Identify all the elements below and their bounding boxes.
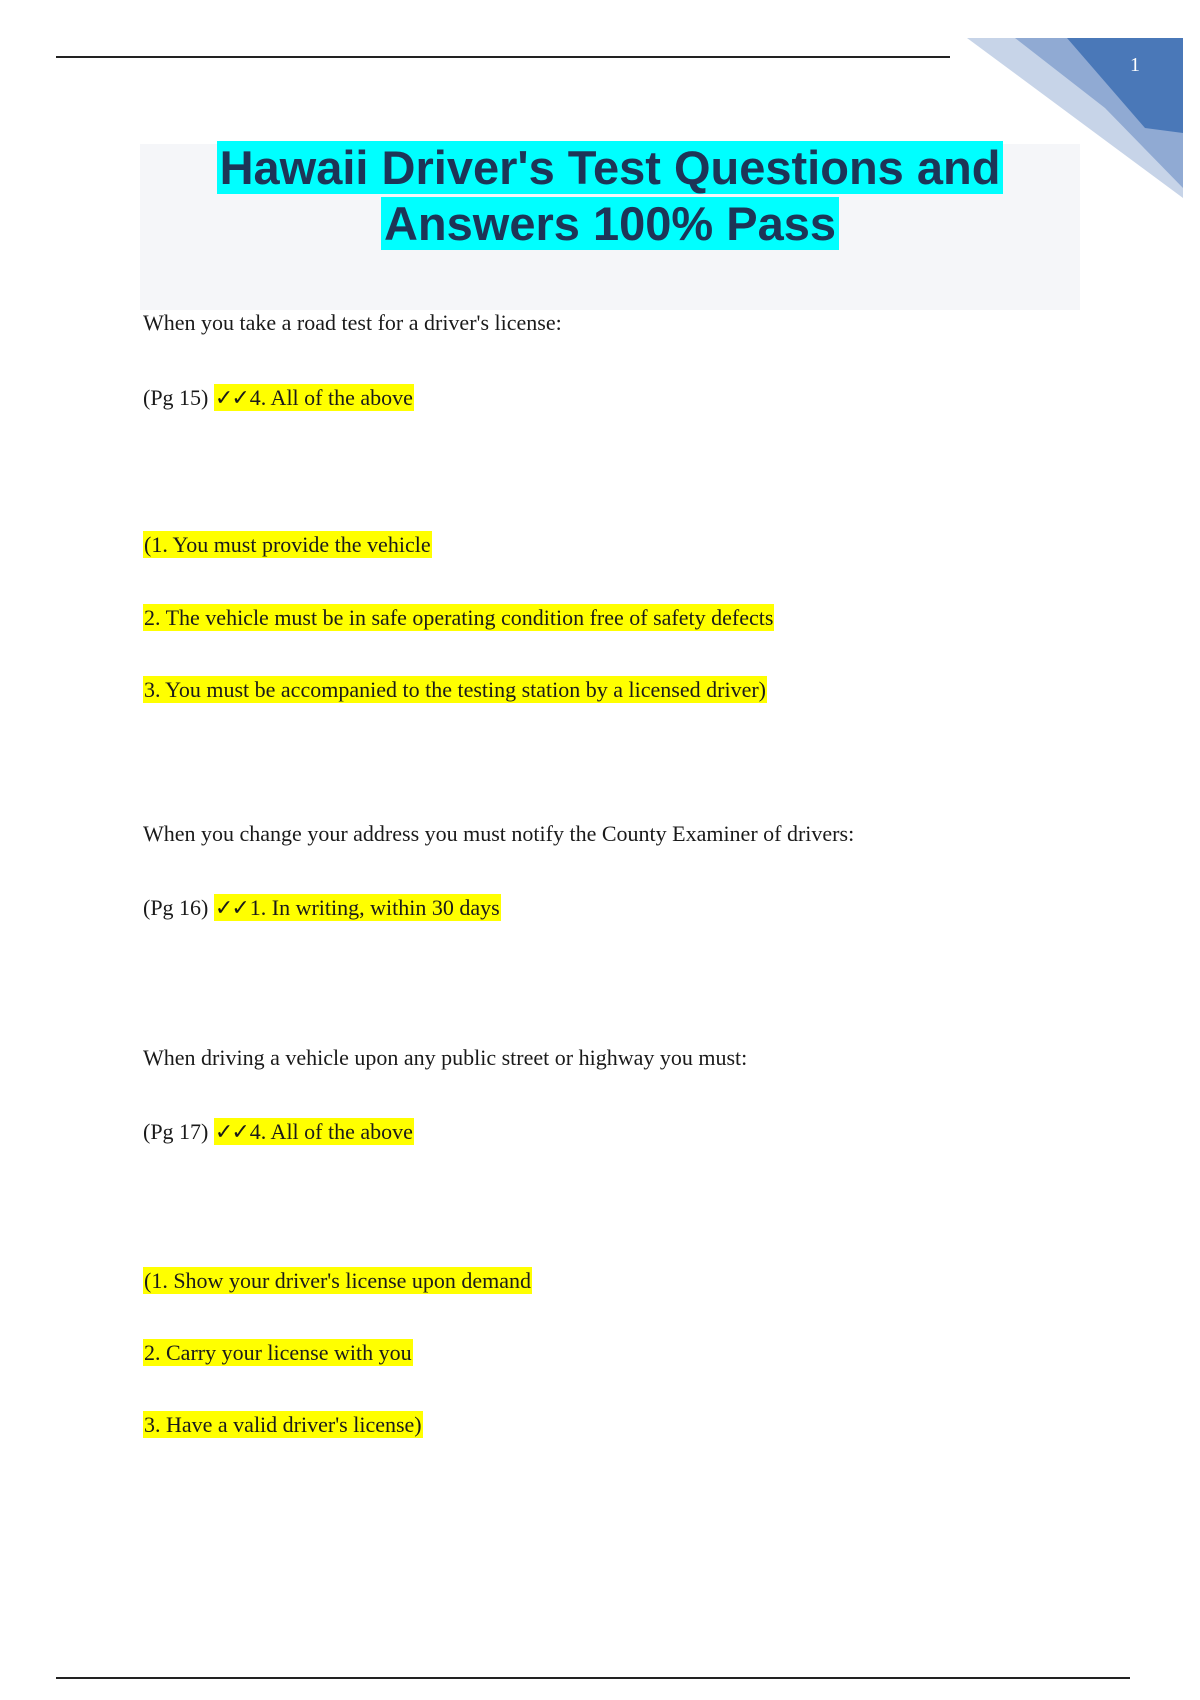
page-ref: (Pg 15)	[143, 385, 214, 410]
answer-highlight	[214, 384, 414, 411]
option-1-3: 3. You must be accompanied to the testing station by a licensed driver)	[144, 677, 766, 702]
answer-highlight	[214, 1118, 414, 1145]
footer-rule	[56, 1677, 1130, 1679]
answer-1	[143, 383, 414, 414]
answer-text: 4. All of the above	[249, 385, 413, 410]
double-check-icon: ✓✓	[214, 1120, 248, 1145]
double-check-icon: ✓✓	[214, 386, 248, 411]
header-rule	[56, 56, 950, 58]
answer-highlight	[214, 894, 501, 921]
double-check-icon: ✓✓	[214, 896, 248, 921]
title-line-2: Answers 100% Pass	[381, 197, 839, 250]
answer-2	[143, 893, 501, 924]
document-title	[140, 140, 1080, 252]
answer-text: 1. In writing, within 30 days	[249, 895, 500, 920]
question-3-text: When driving a vehicle upon any public street or highway you must:	[143, 1045, 748, 1070]
question-1-text: When you take a road test for a driver's license:	[143, 310, 562, 335]
option-3-2: 2. Carry your license with you	[144, 1340, 412, 1365]
option-3-1: (1. Show your driver's license upon demand	[144, 1268, 532, 1293]
option-1-2: 2. The vehicle must be in safe operating condition free of safety defects	[144, 605, 774, 630]
page-ref: (Pg 16)	[143, 895, 214, 920]
option-1-1: (1. You must provide the vehicle	[144, 532, 431, 557]
option-3-3: 3. Have a valid driver's license)	[144, 1412, 422, 1437]
page-number: 1	[1130, 54, 1140, 76]
title-line-1: Hawaii Driver's Test Questions and	[217, 141, 1004, 194]
answer-text: 4. All of the above	[249, 1119, 413, 1144]
answer-3	[143, 1117, 414, 1148]
question-2-text: When you change your address you must notify the County Examiner of drivers:	[143, 821, 855, 846]
page-ref: (Pg 17)	[143, 1119, 214, 1144]
